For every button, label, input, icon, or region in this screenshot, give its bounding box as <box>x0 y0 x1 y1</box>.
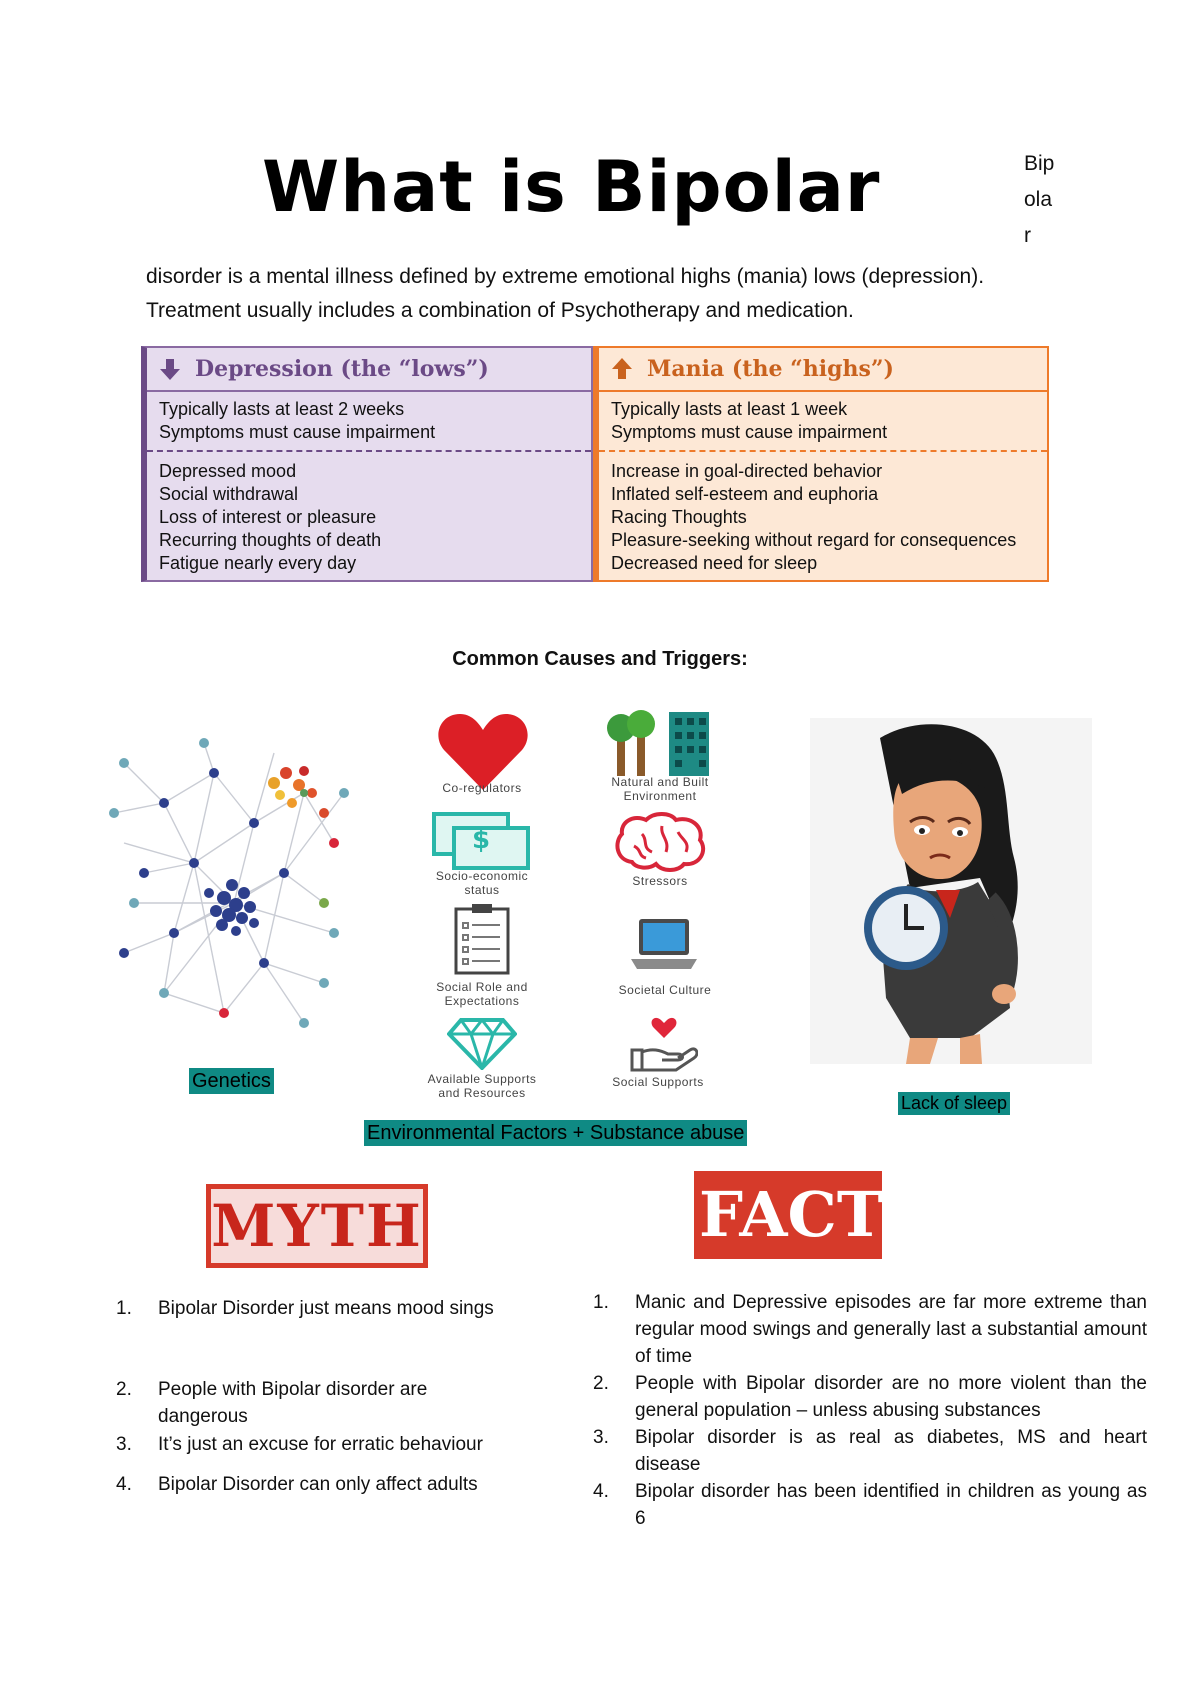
label-line: Socio-economic <box>435 869 529 883</box>
item-text: Bipolar Disorder can only affect adults <box>158 1474 478 1495</box>
societal-culture-label: Societal Culture <box>618 983 712 997</box>
item-number: 4. <box>593 1481 609 1502</box>
item-text: It’s just an excuse for erratic behaviour <box>158 1434 483 1455</box>
heart-icon <box>438 710 528 792</box>
symptom-item: Loss of interest or pleasure <box>159 507 377 527</box>
mania-duration <box>599 392 1047 452</box>
natural-built-environment-icon <box>605 710 715 776</box>
intro-line: Treatment usually includes a combination of Psychotherapy and medication. <box>146 299 854 322</box>
stressors-label: Stressors <box>632 874 688 888</box>
intro-paragraph <box>146 260 1046 328</box>
label-line: Available Supports <box>427 1072 537 1086</box>
depression-heading-text: Depression (the “lows”) <box>195 356 489 382</box>
depression-column <box>141 346 593 582</box>
fact-item <box>593 1478 1147 1532</box>
fact-stamp: FACT <box>694 1171 882 1259</box>
coregulators-label: Co-regulators <box>442 781 522 795</box>
item-number: 2. <box>593 1373 609 1394</box>
lack-of-sleep-label: Lack of sleep <box>898 1092 1010 1115</box>
genetics-label: Genetics <box>189 1068 274 1094</box>
social-supports-label: Social Supports <box>612 1075 704 1089</box>
myth-item <box>116 1376 556 1430</box>
mania-column <box>593 346 1049 582</box>
causes-title: Common Causes and Triggers: <box>452 648 748 670</box>
item-number: 4. <box>116 1474 132 1495</box>
item-text: People with Bipolar disorder are dangerous <box>158 1379 428 1427</box>
intro-line: disorder is a mental illness defined by extreme emotional highs (mania) lows (depression). <box>146 265 985 288</box>
mania-heading-text: Mania (the “highs”) <box>647 356 894 382</box>
environmental-factors-label: Environmental Factors + Substance abuse <box>364 1120 747 1146</box>
social-role-label <box>404 980 560 1008</box>
symptom-item: Increase in goal-directed behavior <box>611 461 883 481</box>
hand-heart-icon <box>628 1016 698 1072</box>
label-line: Social Role and <box>436 980 528 994</box>
dollar-symbol: $ <box>472 825 491 855</box>
symptom-item: Decreased need for sleep <box>611 553 818 573</box>
symptom-item: Racing Thoughts <box>611 507 747 527</box>
mania-symptoms <box>599 452 1047 575</box>
item-text: Manic and Depressive episodes are far more extreme than regular mood swings and generally last a substantial amount of time <box>635 1292 1147 1367</box>
money-icon <box>432 812 532 870</box>
corner-word-part: r <box>1024 224 1031 247</box>
item-number: 1. <box>593 1292 609 1313</box>
duration-line: Typically lasts at least 2 weeks <box>159 399 405 419</box>
laptop-icon <box>631 917 697 971</box>
duration-line: Typically lasts at least 1 week <box>611 399 848 419</box>
item-text: Bipolar disorder is as real as diabetes, MS and heart disease <box>635 1427 1147 1475</box>
natural-built-label <box>590 775 730 803</box>
item-number: 1. <box>116 1298 132 1319</box>
item-text: People with Bipolar disorder are no more violent than the general population – unless abusing substances <box>635 1373 1147 1421</box>
available-supports-label <box>404 1072 560 1100</box>
symptom-item: Recurring thoughts of death <box>159 530 382 550</box>
arrow-up-icon <box>609 357 635 381</box>
item-number: 3. <box>116 1434 132 1455</box>
myth-item <box>116 1431 556 1458</box>
fact-item <box>593 1424 1147 1478</box>
myth-stamp: MYTH <box>206 1184 428 1268</box>
tired-woman-illustration <box>810 718 1092 1064</box>
myth-item <box>116 1471 556 1498</box>
item-text: Bipolar disorder has been identified in children as young as 6 <box>635 1481 1147 1529</box>
label-line: Environment <box>623 789 697 803</box>
mania-heading <box>599 348 1047 392</box>
symptom-item: Fatigue nearly every day <box>159 553 357 573</box>
symptom-item: Depressed mood <box>159 461 297 481</box>
diamond-icon <box>447 1018 517 1070</box>
item-text: Bipolar Disorder just means mood sings <box>158 1298 494 1319</box>
label-line: Expectations <box>444 994 520 1008</box>
corner-word <box>1024 146 1064 254</box>
brain-icon <box>612 812 708 874</box>
genetics-network-image <box>104 733 354 1043</box>
clipboard-icon <box>454 903 510 975</box>
page-title: What is Bipolar <box>262 146 881 228</box>
arrow-down-icon <box>157 357 183 381</box>
symptom-item: Social withdrawal <box>159 484 299 504</box>
socioeconomic-label <box>412 869 552 897</box>
item-number: 2. <box>116 1379 132 1400</box>
depression-duration <box>147 392 591 452</box>
myth-list <box>116 1295 556 1498</box>
label-line: and Resources <box>438 1086 526 1100</box>
depression-heading <box>147 348 591 392</box>
label-line: status <box>464 883 500 897</box>
duration-line: Symptoms must cause impairment <box>611 422 888 442</box>
corner-word-part: ola <box>1024 188 1053 211</box>
item-number: 3. <box>593 1427 609 1448</box>
fact-item <box>593 1370 1147 1424</box>
symptom-item: Pleasure-seeking without regard for consequences <box>611 530 1017 550</box>
depression-symptoms <box>147 452 591 575</box>
symptom-item: Inflated self-esteem and euphoria <box>611 484 879 504</box>
corner-word-part: Bip <box>1024 152 1055 175</box>
fact-item <box>593 1289 1147 1370</box>
label-line: Natural and Built <box>611 775 709 789</box>
duration-line: Symptoms must cause impairment <box>159 422 436 442</box>
fact-list <box>593 1289 1147 1532</box>
comparison-table <box>141 346 1049 582</box>
myth-item <box>116 1295 556 1322</box>
